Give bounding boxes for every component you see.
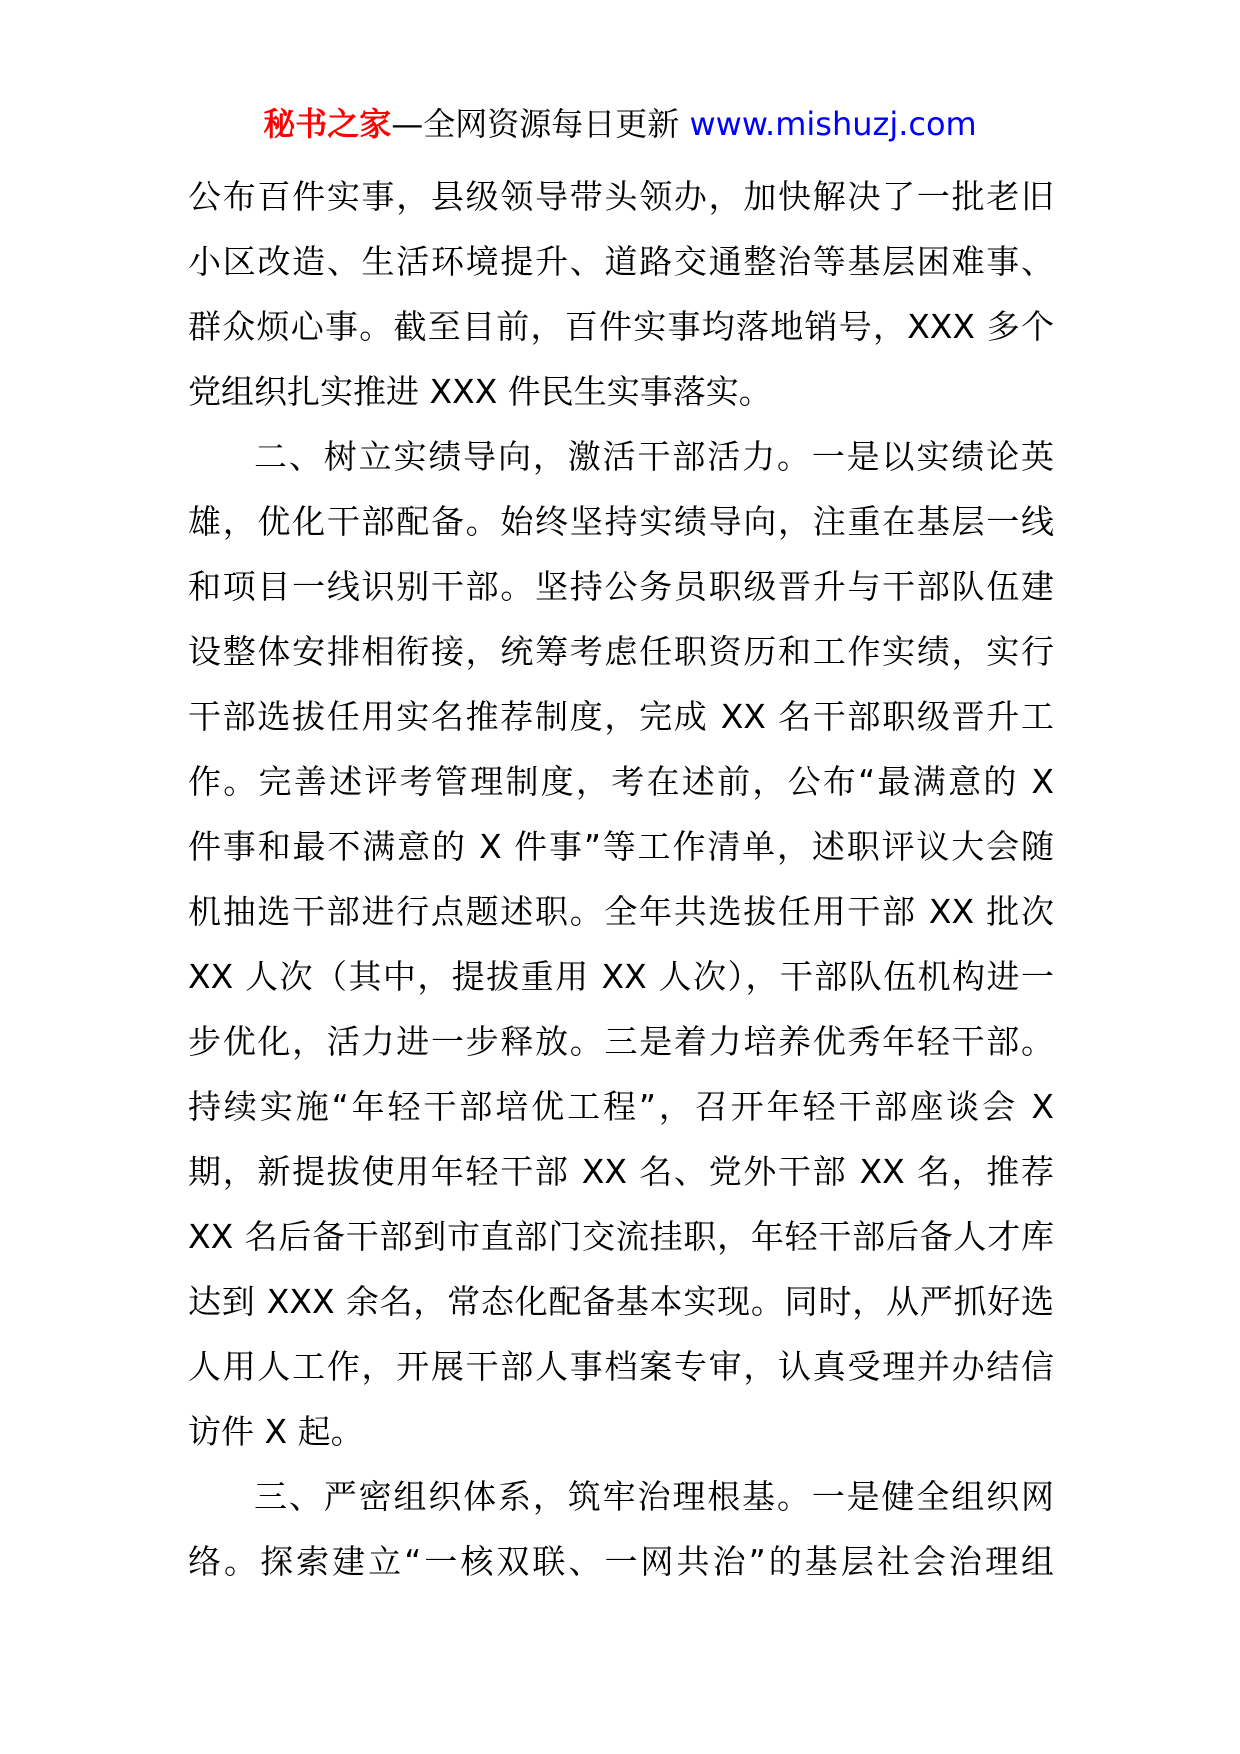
text-line: 雄，优化干部配备。始终坚持实绩导向，注重在基层一线 (188, 502, 1054, 541)
document-body (188, 164, 1054, 1594)
text-line: 络。探索建立“一核双联、一网共治”的基层社会治理组 (188, 1542, 1054, 1581)
text-line: 干部选拔任用实名推荐制度，完成 XX 名干部职级晋升工 (188, 697, 1054, 736)
paragraph-1 (188, 164, 1054, 424)
text-line: 二、树立实绩导向，激活干部活力。一是以实绩论英 (254, 437, 1054, 476)
text-line: XX 名后备干部到市直部门交流挂职，年轻干部后备人才库 (188, 1217, 1054, 1256)
brand-name: 秘书之家 (263, 105, 392, 143)
site-watermark-header (0, 100, 1240, 148)
text-line: 公布百件实事，县级领导带头领办，加快解决了一批老旧 (188, 177, 1054, 216)
text-line: 访件 X 起。 (188, 1412, 364, 1451)
text-line: 和项目一线识别干部。坚持公务员职级晋升与干部队伍建 (188, 567, 1054, 606)
text-line: 作。完善述评考管理制度，考在述前，公布“最满意的 X (188, 762, 1054, 801)
text-line: 期，新提拔使用年轻干部 XX 名、党外干部 XX 名，推荐 (188, 1152, 1054, 1191)
text-line: 机抽选干部进行点题述职。全年共选拔任用干部 XX 批次 (188, 892, 1054, 931)
header-slogan: —全网资源每日更新 (391, 105, 690, 143)
text-line: 三、严密组织体系，筑牢治理根基。一是健全组织网 (254, 1477, 1054, 1516)
text-line: 设整体安排相衔接，统筹考虑任职资历和工作实绩，实行 (188, 632, 1054, 671)
text-line: 党组织扎实推进 XXX 件民生实事落实。 (188, 372, 772, 411)
text-line: 持续实施“年轻干部培优工程”，召开年轻干部座谈会 X (188, 1087, 1054, 1126)
text-line: 件事和最不满意的 X 件事”等工作清单，述职评议大会随 (188, 827, 1054, 866)
text-line: 步优化，活力进一步释放。三是着力培养优秀年轻干部。 (188, 1022, 1054, 1061)
text-line: XX 人次（其中，提拔重用 XX 人次），干部队伍机构进一 (188, 957, 1054, 996)
text-line: 群众烦心事。截至目前，百件实事均落地销号，XXX 多个 (188, 307, 1054, 346)
text-line: 小区改造、生活环境提升、道路交通整治等基层困难事、 (188, 242, 1054, 281)
paragraph-2 (188, 424, 1054, 1464)
site-url: www.mishuzj.com (689, 105, 977, 143)
text-line: 人用人工作，开展干部人事档案专审，认真受理并办结信 (188, 1347, 1054, 1386)
text-line: 达到 XXX 余名，常态化配备基本实现。同时，从严抓好选 (188, 1282, 1054, 1321)
paragraph-3 (188, 1464, 1054, 1594)
